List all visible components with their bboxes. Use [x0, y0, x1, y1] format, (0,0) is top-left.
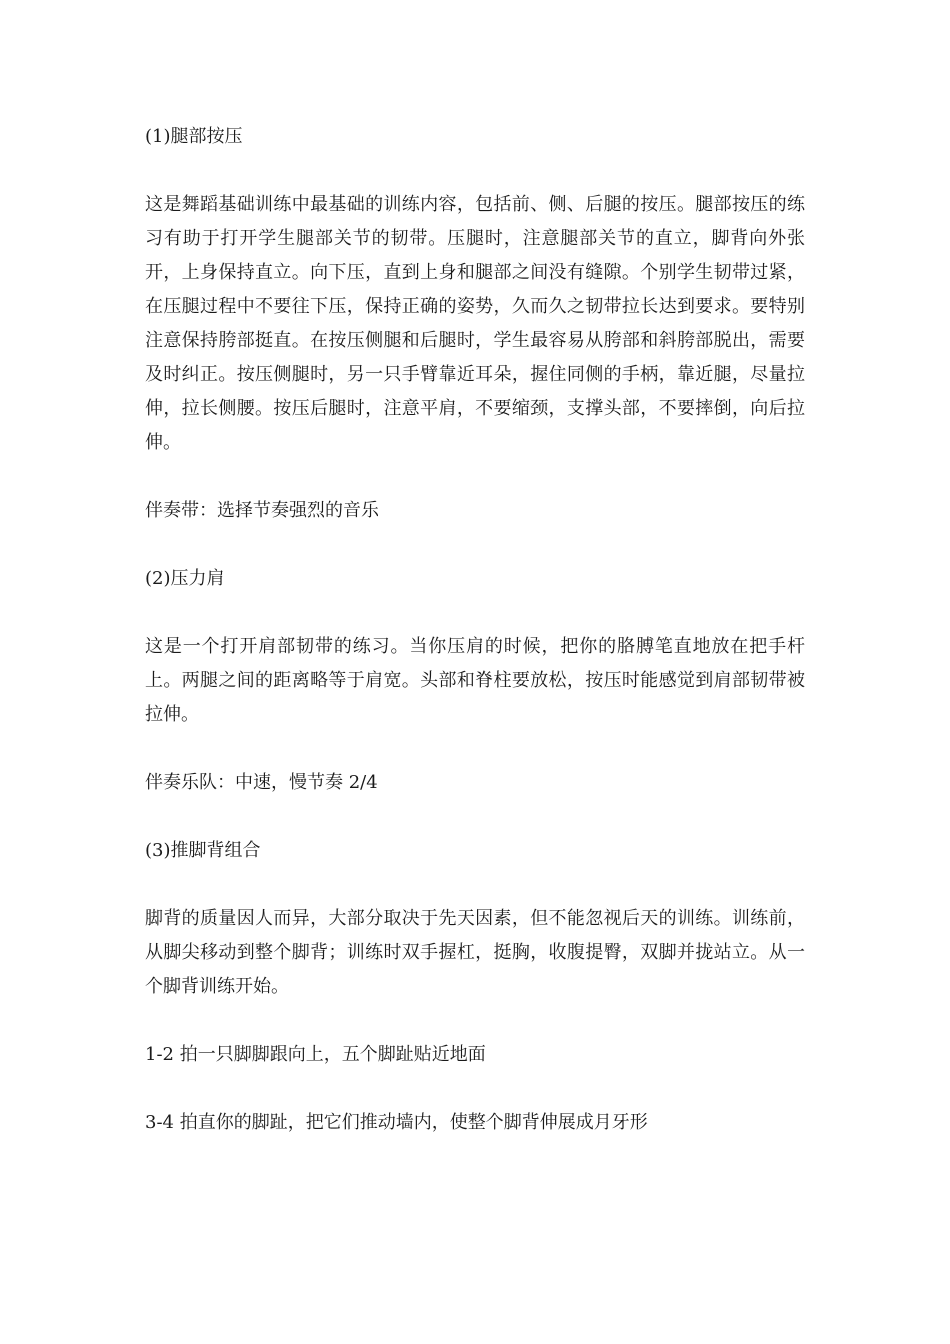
heading-instep-combination: (3)推脚背组合: [145, 840, 261, 861]
document-body: [145, 120, 805, 1174]
beat-step-3-4: 3-4 拍直你的脚趾，把它们推动墙内，使整个脚背伸展成月牙形: [145, 1112, 648, 1133]
paragraph-leg-press: 这是舞蹈基础训练中最基础的训练内容，包括前、侧、后腿的按压。腿部按压的练习有助于打开学生腿部关节的韧带。压腿时，注意腿部关节的直立，脚背向外张开，上身保持直立。向下压，直到上身和腿部之间没有缝隙。个别学生韧带过紧，在压腿过程中不要往下压，保持正确的姿势，久而久之韧带拉长达到要求。要特别注意保持胯部挺直。在按压侧腿和后腿时，学生最容易从胯部和斜胯部脱出，需要及时纠正。按压侧腿时，另一只手臂靠近耳朵，握住同侧的手柄，靠近腿，尽量拉伸，拉长侧腰。按压后腿时，注意平肩，不要缩颈，支撑头部，不要摔倒，向后拉伸。: [145, 194, 805, 453]
accompaniment-leg-press: 伴奏带：选择节奏强烈的音乐: [145, 500, 379, 521]
heading-shoulder-press: (2)压力肩: [145, 568, 225, 589]
heading-leg-press: (1)腿部按压: [145, 126, 243, 147]
paragraph-instep-combination: 脚背的质量因人而异，大部分取决于先天因素，但不能忽视后天的训练。训练前，从脚尖移动到整个脚背；训练时双手握杠，挺胸，收腹提臀，双脚并拢站立。从一个脚背训练开始。: [145, 908, 805, 997]
accompaniment-shoulder-press: 伴奏乐队：中速，慢节奏 2/4: [145, 772, 378, 793]
beat-step-1-2: 1-2 拍一只脚脚跟向上，五个脚趾贴近地面: [145, 1044, 486, 1065]
paragraph-shoulder-press: 这是一个打开肩部韧带的练习。当你压肩的时候，把你的胳膊笔直地放在把手杆上。两腿之间的距离略等于肩宽。头部和脊柱要放松，按压时能感觉到肩部韧带被拉伸。: [145, 636, 805, 725]
